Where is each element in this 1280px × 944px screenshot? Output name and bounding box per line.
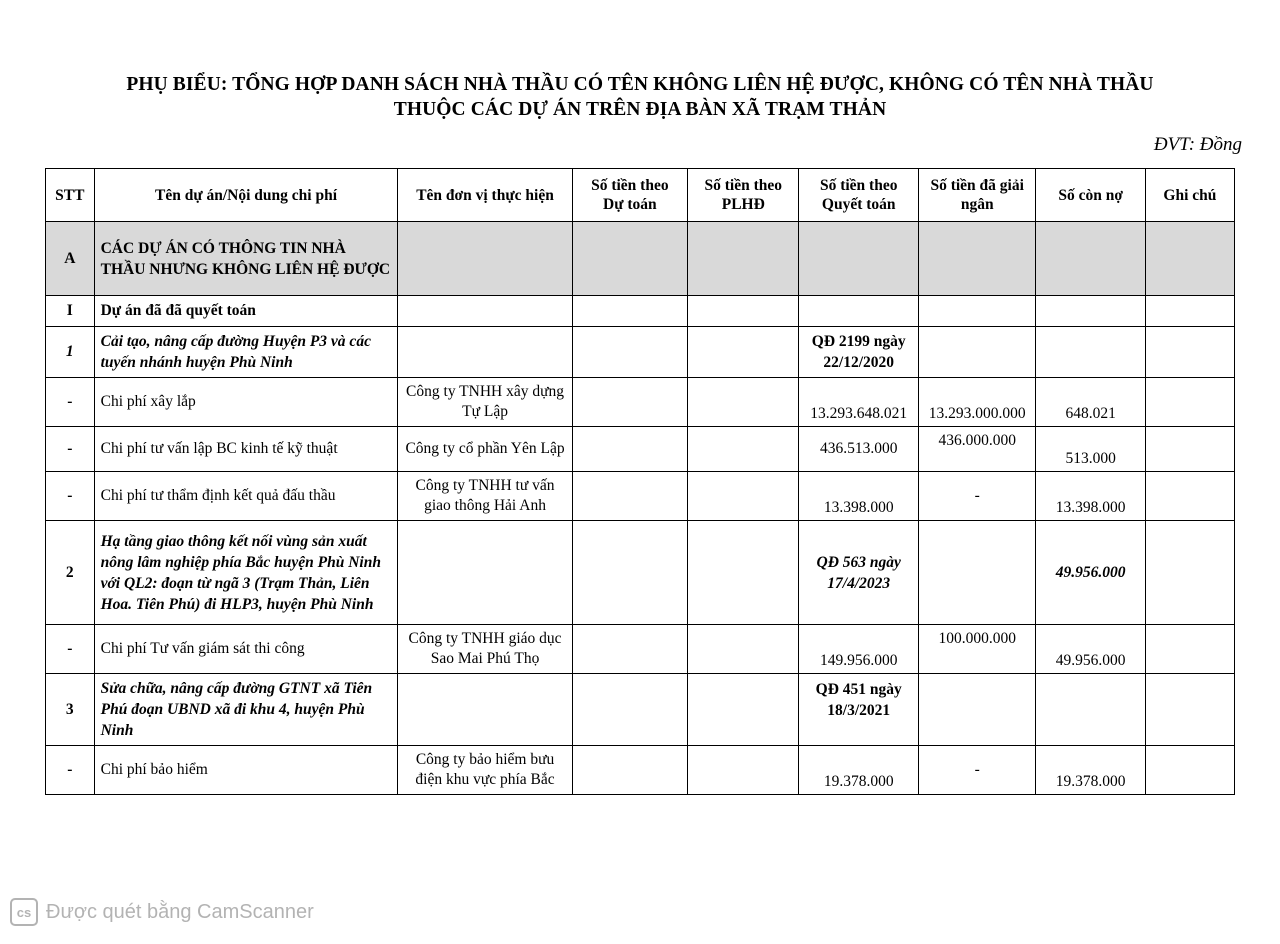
row-settlement-amount (799, 296, 919, 327)
table-row (46, 472, 1235, 521)
row-plhd-amount (688, 746, 799, 795)
row-remaining-debt (1036, 222, 1145, 296)
row-executing-unit: Công ty TNHH xây dựng Tự Lập (398, 378, 572, 427)
camscanner-watermark-text: Được quét bằng CamScanner (46, 900, 314, 923)
row-remaining-debt: 49.956.000 (1036, 625, 1145, 674)
row-notes (1145, 674, 1234, 746)
document-title-line-2: THUỘC CÁC DỰ ÁN TRÊN ĐỊA BÀN XÃ TRẠM THẢN (393, 99, 887, 120)
row-estimate-amount (572, 472, 687, 521)
row-disbursed-amount: - (918, 472, 1035, 521)
row-notes (1145, 746, 1234, 795)
row-executing-unit (398, 521, 572, 625)
row-plhd-amount (688, 378, 799, 427)
row-executing-unit (398, 674, 572, 746)
row-plhd-amount (688, 625, 799, 674)
row-estimate-amount (572, 327, 687, 378)
table-row (46, 427, 1235, 472)
row-settlement-amount: 149.956.000 (799, 625, 919, 674)
row-stt: 3 (46, 674, 95, 746)
column-header-remaining-debt-line1: Số còn nợ (1058, 186, 1123, 204)
row-executing-unit: Công ty cổ phần Yên Lập (398, 427, 572, 472)
table-header-row (46, 169, 1235, 222)
row-stt: - (46, 746, 95, 795)
column-header-settlement-amount (799, 169, 919, 222)
table-row (46, 378, 1235, 427)
row-stt: A (46, 222, 95, 296)
table-row (46, 674, 1235, 746)
row-executing-unit (398, 327, 572, 378)
row-plhd-amount (688, 222, 799, 296)
column-header-plhd-amount (688, 169, 799, 222)
column-header-executing-unit (398, 169, 572, 222)
camscanner-watermark (10, 898, 314, 926)
row-disbursed-amount: 13.293.000.000 (918, 378, 1035, 427)
row-disbursed-amount (918, 674, 1035, 746)
column-header-estimate-amount-line2: Dự toán (603, 196, 657, 213)
row-executing-unit: Công ty bảo hiểm bưu điện khu vực phía Bắc (398, 746, 572, 795)
column-header-stt-line1: STT (55, 186, 85, 204)
row-notes (1145, 427, 1234, 472)
row-notes (1145, 222, 1234, 296)
row-project-name: Chi phí xây lắp (94, 378, 398, 427)
row-stt: - (46, 625, 95, 674)
row-remaining-debt: 13.398.000 (1036, 472, 1145, 521)
row-notes (1145, 378, 1234, 427)
row-project-name: Chi phí tư vấn lập BC kinh tế kỹ thuật (94, 427, 398, 472)
column-header-disbursed-amount (918, 169, 1035, 222)
row-settlement-amount: 436.513.000 (799, 427, 919, 472)
table-row (46, 746, 1235, 795)
row-project-name: Chi phí bảo hiểm (94, 746, 398, 795)
row-settlement-amount: QĐ 451 ngày 18/3/2021 (799, 674, 919, 746)
table-row (46, 222, 1235, 296)
row-project-name: Hạ tầng giao thông kết nối vùng sản xuất nông lâm nghiệp phía Bắc huyện Phù Ninh với QL2: đoạn từ ngã 3 (Trạm Thản, Liên Hoa. Tiên Phú) đi HLP3, huyện Phù Ninh (94, 521, 398, 625)
table-row (46, 327, 1235, 378)
row-project-name: Cải tạo, nâng cấp đường Huyện P3 và các tuyến nhánh huyện Phù Ninh (94, 327, 398, 378)
row-settlement-amount: QĐ 563 ngày 17/4/2023 (799, 521, 919, 625)
row-executing-unit: Công ty TNHH tư vấn giao thông Hải Anh (398, 472, 572, 521)
row-executing-unit (398, 296, 572, 327)
column-header-notes-line1: Ghi chú (1163, 186, 1217, 204)
row-estimate-amount (572, 521, 687, 625)
row-stt: - (46, 427, 95, 472)
row-disbursed-amount: 100.000.000 (918, 625, 1035, 674)
row-executing-unit: Công ty TNHH giáo dục Sao Mai Phú Thọ (398, 625, 572, 674)
row-disbursed-amount (918, 296, 1035, 327)
row-stt: 2 (46, 521, 95, 625)
row-settlement-amount (799, 222, 919, 296)
row-plhd-amount (688, 674, 799, 746)
column-header-project-name (94, 169, 398, 222)
camscanner-logo-icon: cs (10, 898, 38, 926)
document-title-line-1: PHỤ BIỂU: TỔNG HỢP DANH SÁCH NHÀ THẦU CÓ TÊN KHÔNG LIÊN HỆ ĐƯỢC, KHÔNG CÓ TÊN NHÀ THẦU (126, 74, 1154, 95)
row-remaining-debt (1036, 296, 1145, 327)
row-estimate-amount (572, 378, 687, 427)
row-stt: 1 (46, 327, 95, 378)
row-disbursed-amount (918, 222, 1035, 296)
row-plhd-amount (688, 472, 799, 521)
row-settlement-amount: 19.378.000 (799, 746, 919, 795)
row-settlement-amount: QĐ 2199 ngày 22/12/2020 (799, 327, 919, 378)
column-header-project-name-line1: Tên dự án/Nội dung chi phí (155, 186, 338, 204)
contractor-summary-table (45, 168, 1235, 795)
row-project-name: Chi phí tư thẩm định kết quả đấu thầu (94, 472, 398, 521)
row-estimate-amount (572, 427, 687, 472)
row-estimate-amount (572, 674, 687, 746)
row-remaining-debt (1036, 674, 1145, 746)
column-header-stt (46, 169, 95, 222)
row-estimate-amount (572, 296, 687, 327)
row-project-name: Sửa chữa, nâng cấp đường GTNT xã Tiên Phú đoạn UBND xã đi khu 4, huyện Phù Ninh (94, 674, 398, 746)
table-header (46, 169, 1235, 222)
column-header-plhd-amount-line2: PLHĐ (721, 196, 765, 213)
row-stt: - (46, 378, 95, 427)
row-remaining-debt (1036, 327, 1145, 378)
row-plhd-amount (688, 521, 799, 625)
row-stt: I (46, 296, 95, 327)
table-row (46, 296, 1235, 327)
table-row (46, 521, 1235, 625)
row-estimate-amount (572, 746, 687, 795)
row-remaining-debt: 49.956.000 (1036, 521, 1145, 625)
row-notes (1145, 625, 1234, 674)
row-executing-unit (398, 222, 572, 296)
table-row (46, 625, 1235, 674)
column-header-estimate-amount-line1: Số tiền theo (591, 177, 669, 194)
column-header-settlement-amount-line2: Quyết toán (821, 196, 896, 213)
row-notes (1145, 296, 1234, 327)
column-header-estimate-amount (572, 169, 687, 222)
column-header-settlement-amount-line1: Số tiền theo (819, 177, 898, 194)
row-project-name: CÁC DỰ ÁN CÓ THÔNG TIN NHÀ THẦU NHƯNG KHÔNG LIÊN HỆ ĐƯỢC (94, 222, 398, 296)
column-header-notes (1145, 169, 1234, 222)
row-settlement-amount: 13.293.648.021 (799, 378, 919, 427)
row-disbursed-amount (918, 521, 1035, 625)
row-plhd-amount (688, 327, 799, 378)
row-settlement-amount: 13.398.000 (799, 472, 919, 521)
row-remaining-debt: 19.378.000 (1036, 746, 1145, 795)
row-notes (1145, 521, 1234, 625)
row-project-name: Dự án đã đã quyết toán (94, 296, 398, 327)
column-header-executing-unit-line1: Tên đơn vị thực hiện (416, 186, 554, 204)
row-estimate-amount (572, 625, 687, 674)
column-header-disbursed-amount-line1: Số tiền đã giải (930, 177, 1024, 194)
row-notes (1145, 327, 1234, 378)
row-plhd-amount (688, 296, 799, 327)
row-remaining-debt: 513.000 (1036, 427, 1145, 472)
row-project-name: Chi phí Tư vấn giám sát thi công (94, 625, 398, 674)
row-disbursed-amount: 436.000.000 (918, 427, 1035, 472)
title-block (0, 0, 1280, 122)
row-notes (1145, 472, 1234, 521)
row-disbursed-amount (918, 327, 1035, 378)
column-header-disbursed-amount-line2: ngân (960, 196, 994, 213)
table-body (46, 222, 1235, 795)
row-plhd-amount (688, 427, 799, 472)
row-estimate-amount (572, 222, 687, 296)
column-header-plhd-amount-line1: Số tiền theo (704, 177, 783, 194)
row-disbursed-amount: - (918, 746, 1035, 795)
column-header-remaining-debt (1036, 169, 1145, 222)
row-stt: - (46, 472, 95, 521)
row-remaining-debt: 648.021 (1036, 378, 1145, 427)
currency-unit-note: ĐVT: Đồng (1153, 134, 1242, 155)
